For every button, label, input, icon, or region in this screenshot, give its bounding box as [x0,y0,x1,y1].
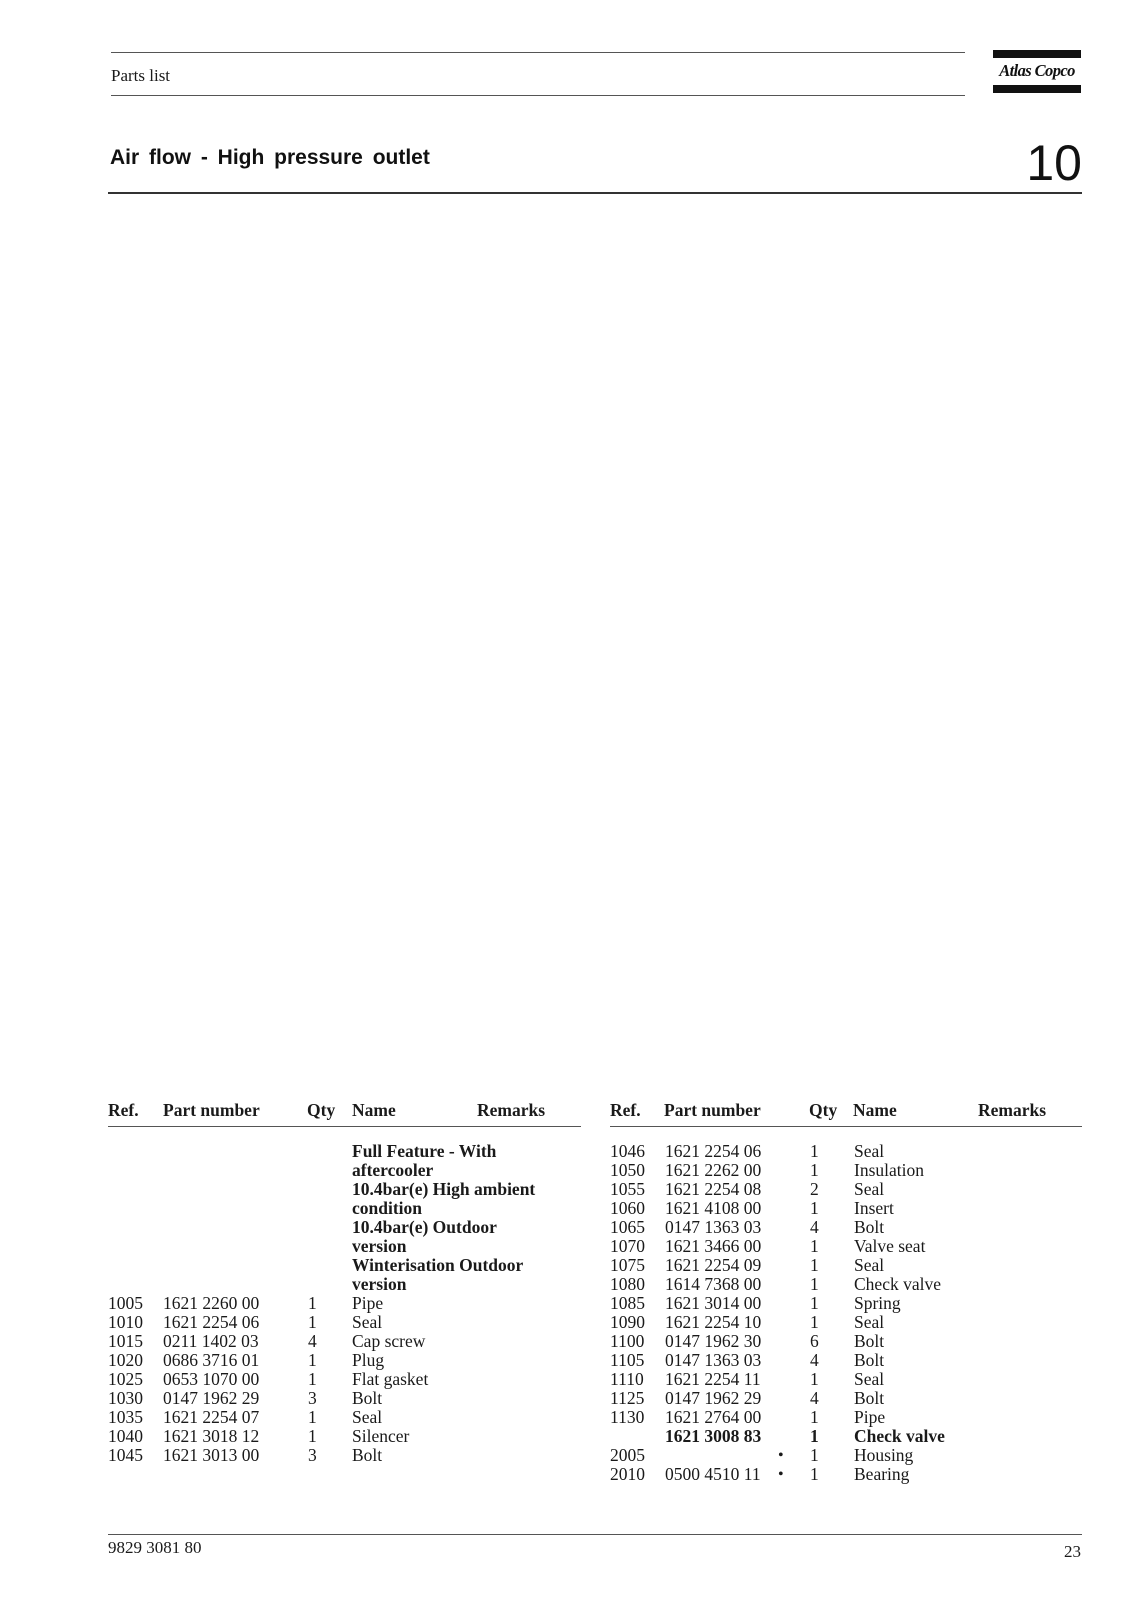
name-cell: Flat gasket [352,1369,429,1389]
qty-cell: 3 [308,1445,317,1465]
ref-cell: 1125 [610,1388,645,1408]
part-number-cell: 1621 2254 07 [163,1407,260,1427]
name-cell: Seal [352,1407,383,1427]
header-qty: Qty [307,1100,336,1120]
header-part-number: Part number [163,1100,260,1120]
part-number-cell: 0147 1363 03 [665,1350,762,1370]
qty-cell: 1 [810,1160,819,1180]
name-cell: Check valve [854,1274,941,1294]
part-number-cell: 1621 2254 10 [665,1312,762,1332]
name-cell: Winterisation Outdoor [352,1255,524,1275]
header-remarks: Remarks [477,1100,546,1120]
bullet-cell: • [778,1447,784,1464]
name-cell: Valve seat [854,1236,926,1256]
ref-cell: 1040 [108,1426,143,1446]
section-title: Air flow - High pressure outlet [110,146,430,169]
ref-cell: 1050 [610,1160,645,1180]
ref-cell: 1085 [610,1293,645,1313]
qty-cell: 1 [810,1141,819,1161]
ref-cell: 1065 [610,1217,645,1237]
qty-cell: 1 [810,1426,819,1446]
qty-cell: 1 [308,1426,317,1446]
left-table-header-rule [108,1126,581,1127]
ref-cell: 1080 [610,1274,645,1294]
ref-cell: 1070 [610,1236,645,1256]
name-cell: Pipe [352,1293,384,1313]
qty-cell: 3 [308,1388,317,1408]
logo-top-bar [993,50,1081,58]
part-number-cell: 0500 4510 11 [665,1464,761,1484]
part-number-cell: 1621 3018 12 [163,1426,260,1446]
logo-text: Atlas Copco [999,61,1075,80]
name-cell: Seal [352,1312,383,1332]
part-number-cell: 1621 2254 09 [665,1255,762,1275]
document-number: 9829 3081 80 [108,1538,202,1557]
ref-cell: 1015 [108,1331,143,1351]
ref-cell: 2010 [610,1464,645,1484]
qty-cell: 6 [810,1331,819,1351]
name-cell: Pipe [854,1407,886,1427]
qty-cell: 4 [810,1350,819,1370]
ref-cell: 1046 [610,1141,645,1161]
logo-bottom-bar [993,85,1081,93]
qty-cell: 4 [810,1388,819,1408]
part-number-cell: 0147 1363 03 [665,1217,762,1237]
part-number-cell: 0147 1962 29 [665,1388,762,1408]
name-cell: Seal [854,1369,885,1389]
qty-cell: 1 [810,1293,819,1313]
section-number: 10 [1026,135,1082,191]
name-cell: Insert [854,1198,894,1218]
name-cell: Bolt [854,1350,885,1370]
ref-cell: 1005 [108,1293,143,1313]
header-top-rule [111,52,965,53]
name-cell: Seal [854,1179,885,1199]
ref-cell: 1110 [610,1369,644,1389]
name-cell: Housing [854,1445,914,1465]
qty-cell: 1 [810,1255,819,1275]
part-number-cell: 1621 2764 00 [665,1407,762,1427]
part-number-cell: 1621 2254 06 [665,1141,762,1161]
name-cell: aftercooler [352,1160,434,1180]
part-number-cell: 1621 3014 00 [665,1293,762,1313]
qty-cell: 4 [308,1331,317,1351]
ref-cell: 1100 [610,1331,645,1351]
ref-cell: 1060 [610,1198,645,1218]
part-number-cell: 1621 2254 11 [665,1369,761,1389]
name-cell: 10.4bar(e) Outdoor [352,1217,497,1237]
name-cell: Check valve [854,1426,945,1446]
part-number-cell: 0147 1962 30 [665,1331,762,1351]
ref-cell: 1020 [108,1350,143,1370]
header-label: Parts list [111,66,171,85]
name-cell: 10.4bar(e) High ambient [352,1179,536,1199]
footer-rule [108,1534,1082,1535]
part-number-cell: 1621 3013 00 [163,1445,260,1465]
qty-cell: 1 [308,1312,317,1332]
qty-cell: 2 [810,1179,819,1199]
atlas-copco-logo [993,50,1081,94]
qty-cell: 1 [810,1445,819,1465]
ref-cell: 1030 [108,1388,143,1408]
name-cell: Bolt [854,1388,885,1408]
header-remarks: Remarks [978,1100,1047,1120]
ref-cell: 1105 [610,1350,645,1370]
ref-cell: 2005 [610,1445,645,1465]
qty-cell: 4 [810,1217,819,1237]
header-name: Name [352,1100,396,1120]
qty-cell: 1 [810,1464,819,1484]
header-qty: Qty [809,1100,838,1120]
right-table-header-rule [610,1126,1082,1127]
section-rule [108,192,1082,194]
header-ref: Ref. [610,1100,641,1120]
name-cell: Bolt [854,1217,885,1237]
name-cell: Seal [854,1255,885,1275]
qty-cell: 1 [810,1312,819,1332]
part-number-cell: 1621 2260 00 [163,1293,260,1313]
part-number-cell: 0653 1070 00 [163,1369,260,1389]
name-cell: Seal [854,1312,885,1332]
name-cell: Insulation [854,1160,924,1180]
part-number-cell: 1621 2254 08 [665,1179,762,1199]
qty-cell: 1 [810,1407,819,1427]
qty-cell: 1 [308,1369,317,1389]
header-ref: Ref. [108,1100,139,1120]
qty-cell: 1 [810,1236,819,1256]
qty-cell: 1 [308,1407,317,1427]
qty-cell: 1 [810,1369,819,1389]
ref-cell: 1045 [108,1445,143,1465]
name-cell: version [352,1236,407,1256]
name-cell: Bolt [854,1331,885,1351]
name-cell: Bolt [352,1388,383,1408]
name-cell: version [352,1274,407,1294]
ref-cell: 1075 [610,1255,645,1275]
part-number-cell: 1621 3008 83 [665,1426,762,1446]
header-part-number: Part number [664,1100,761,1120]
part-number-cell: 0686 3716 01 [163,1350,260,1370]
header-name: Name [853,1100,897,1120]
part-number-cell: 1614 7368 00 [665,1274,762,1294]
ref-cell: 1035 [108,1407,143,1427]
part-number-cell: 1621 4108 00 [665,1198,762,1218]
part-number-cell: 0147 1962 29 [163,1388,260,1408]
part-number-cell: 1621 3466 00 [665,1236,762,1256]
part-number-cell: 1621 2254 06 [163,1312,260,1332]
name-cell: Spring [854,1293,901,1313]
name-cell: condition [352,1198,423,1218]
qty-cell: 1 [308,1350,317,1370]
ref-cell: 1010 [108,1312,143,1332]
name-cell: Seal [854,1141,885,1161]
name-cell: Bearing [854,1464,910,1484]
page-number: 23 [1064,1542,1081,1561]
part-number-cell: 1621 2262 00 [665,1160,762,1180]
ref-cell: 1090 [610,1312,645,1332]
name-cell: Plug [352,1350,385,1370]
ref-cell: 1130 [610,1407,645,1427]
name-cell: Silencer [352,1426,410,1446]
name-cell: Bolt [352,1445,383,1465]
ref-cell: 1055 [610,1179,645,1199]
ref-cell: 1025 [108,1369,143,1389]
name-cell: Cap screw [352,1331,426,1351]
qty-cell: 1 [308,1293,317,1313]
part-number-cell: 0211 1402 03 [163,1331,259,1351]
qty-cell: 1 [810,1198,819,1218]
bullet-cell: • [778,1466,784,1483]
qty-cell: 1 [810,1274,819,1294]
header-bottom-rule [111,95,965,96]
name-cell: Full Feature - With [352,1141,497,1161]
